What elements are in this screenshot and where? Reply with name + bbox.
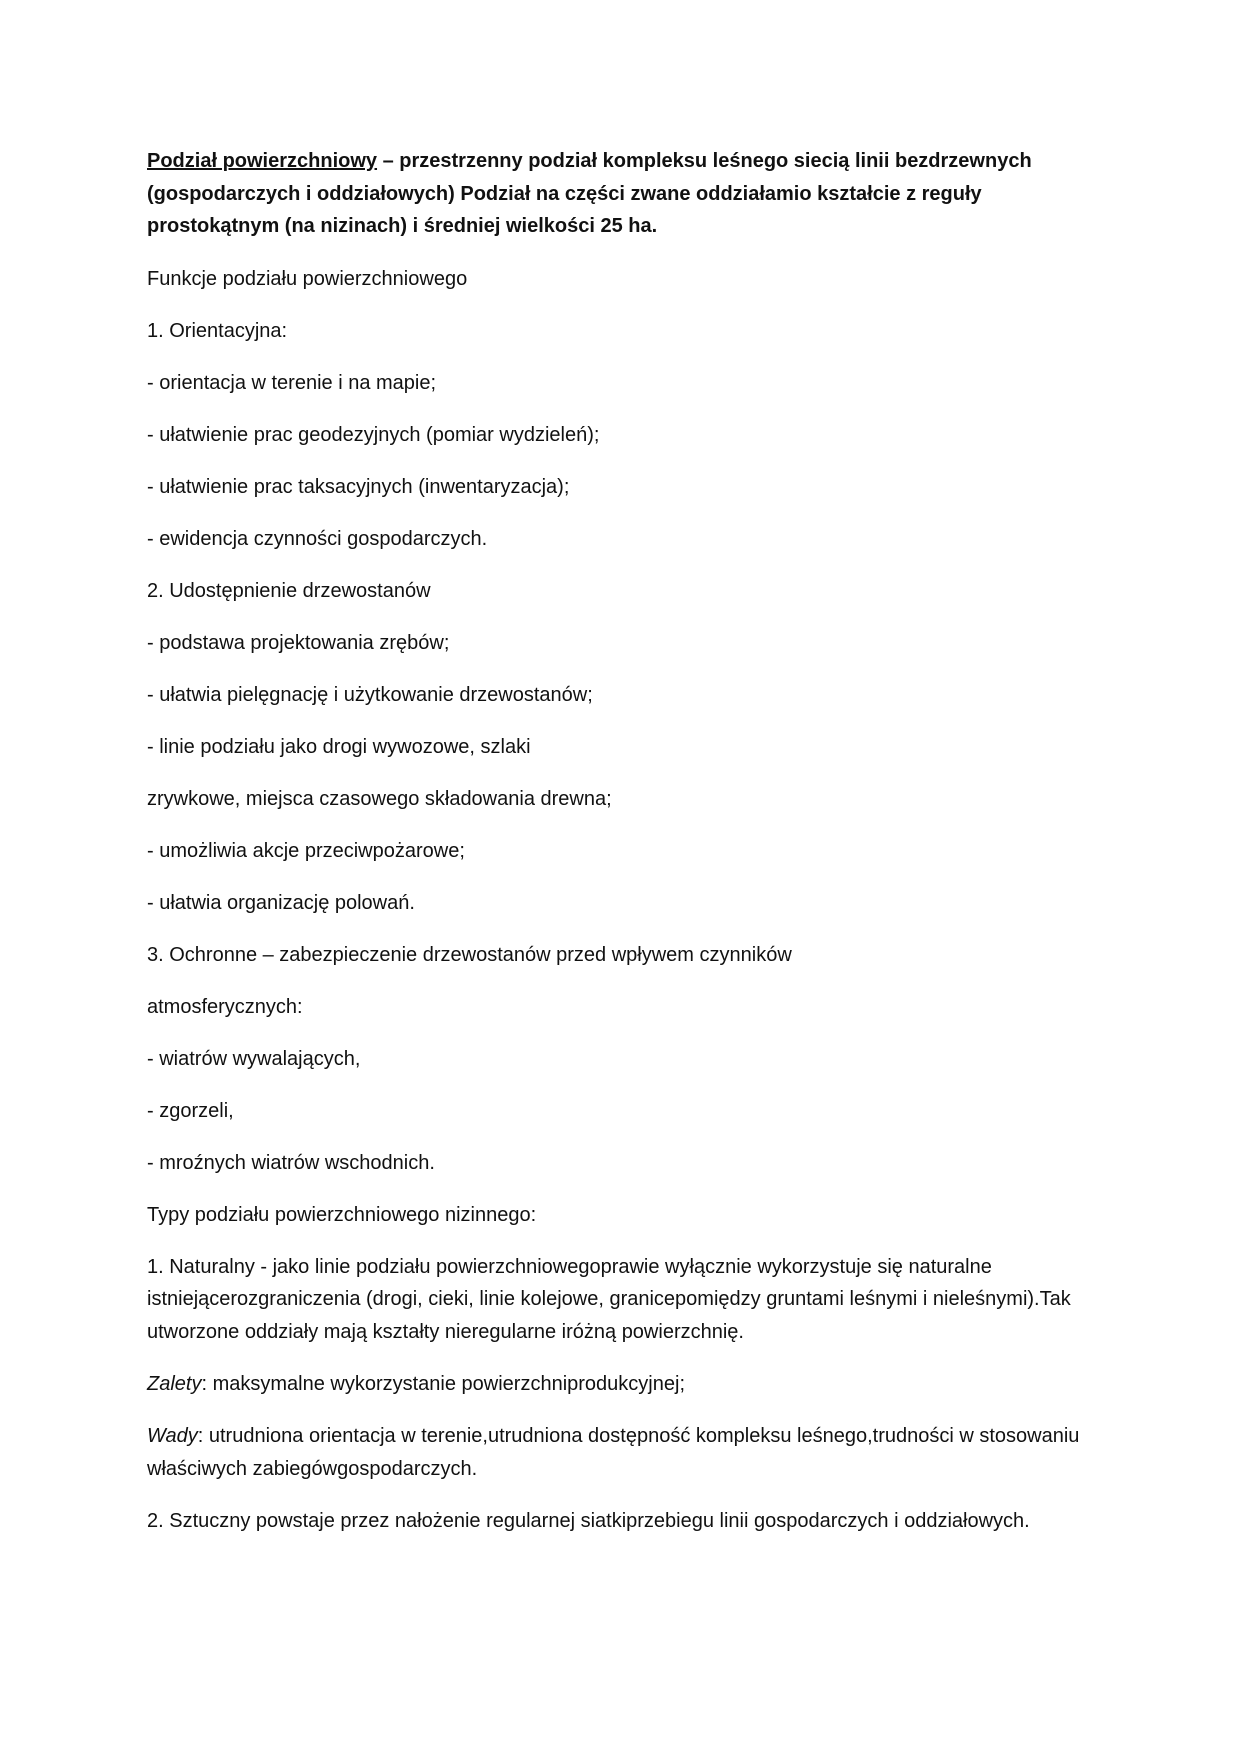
section3-title-continued: atmosferycznych: (147, 995, 303, 1018)
section3-item: - mroźnych wiatrów wschodnich. (147, 1151, 435, 1174)
section3-item: - zgorzeli, (147, 1099, 234, 1122)
section1-item: - orientacja w terenie i na mapie; (147, 371, 437, 394)
types-heading: Typy podziału powierzchniowego nizinnego: (147, 1203, 537, 1226)
section1-title: 1. Orientacyjna: (147, 319, 288, 342)
intro-definition: – przestrzenny podział kompleksu leśnego siecią linii bezdrzewnych (gospodarczych i oddziałowych) Podział na części zwane oddziałamio kształcie z reguły prostokątnym (na nizinach) i średniej wielkości 25 ha. (147, 150, 1032, 237)
section1-item: - ułatwienie prac geodezyjnych (pomiar wydzieleń); (147, 423, 600, 446)
section3-title: 3. Ochronne – zabezpieczenie drzewostanów przed wpływem czynników (147, 943, 792, 966)
disadvantages-text: : utrudniona orientacja w terenie,utrudniona dostępność kompleksu leśnego,trudności w stosowaniu właściwych zabiegówgospodarczych. (147, 1425, 1080, 1480)
section1-item: - ułatwienie prac taksacyjnych (inwentaryzacja); (147, 475, 570, 498)
section3-item: - wiatrów wywalających, (147, 1047, 361, 1070)
section2-item: zrywkowe, miejsca czasowego składowania drewna; (147, 787, 612, 810)
section1-item: - ewidencja czynności gospodarczych. (147, 527, 488, 550)
disadvantages-paragraph (147, 1420, 1087, 1485)
section2-item: - ułatwia organizację polowań. (147, 891, 415, 914)
advantages-paragraph (147, 1368, 1087, 1400)
advantages-label: Zalety (147, 1373, 202, 1395)
section2-item: - podstawa projektowania zrębów; (147, 631, 450, 654)
type1-paragraph: 1. Naturalny - jako linie podziału powierzchniowegoprawie wyłącznie wykorzystuje się naturalne istniejącerozgraniczenia (drogi, cieki, linie kolejowe, granicepomiędzy gruntami leśnymi i nieleśnymi).Tak utworzone oddziały mają kształty nieregularne iróżną powierzchnię. (147, 1255, 1071, 1343)
intro-paragraph (147, 145, 1087, 243)
intro-term: Podział powierzchniowy (147, 150, 378, 172)
section2-item: - linie podziału jako drogi wywozowe, szlaki (147, 735, 531, 758)
section2-item: - umożliwia akcje przeciwpożarowe; (147, 839, 465, 862)
type2-paragraph: 2. Sztuczny powstaje przez nałożenie regularnej siatkiprzebiegu linii gospodarczych i oddziałowych. (147, 1510, 1030, 1532)
advantages-text: : maksymalne wykorzystanie powierzchniprodukcyjnej; (201, 1373, 685, 1395)
disadvantages-label: Wady (147, 1425, 198, 1447)
section2-title: 2. Udostępnienie drzewostanów (147, 579, 431, 602)
section2-item: - ułatwia pielęgnację i użytkowanie drzewostanów; (147, 683, 593, 706)
functions-heading: Funkcje podziału powierzchniowego (147, 267, 468, 290)
document-page (147, 145, 1087, 1557)
